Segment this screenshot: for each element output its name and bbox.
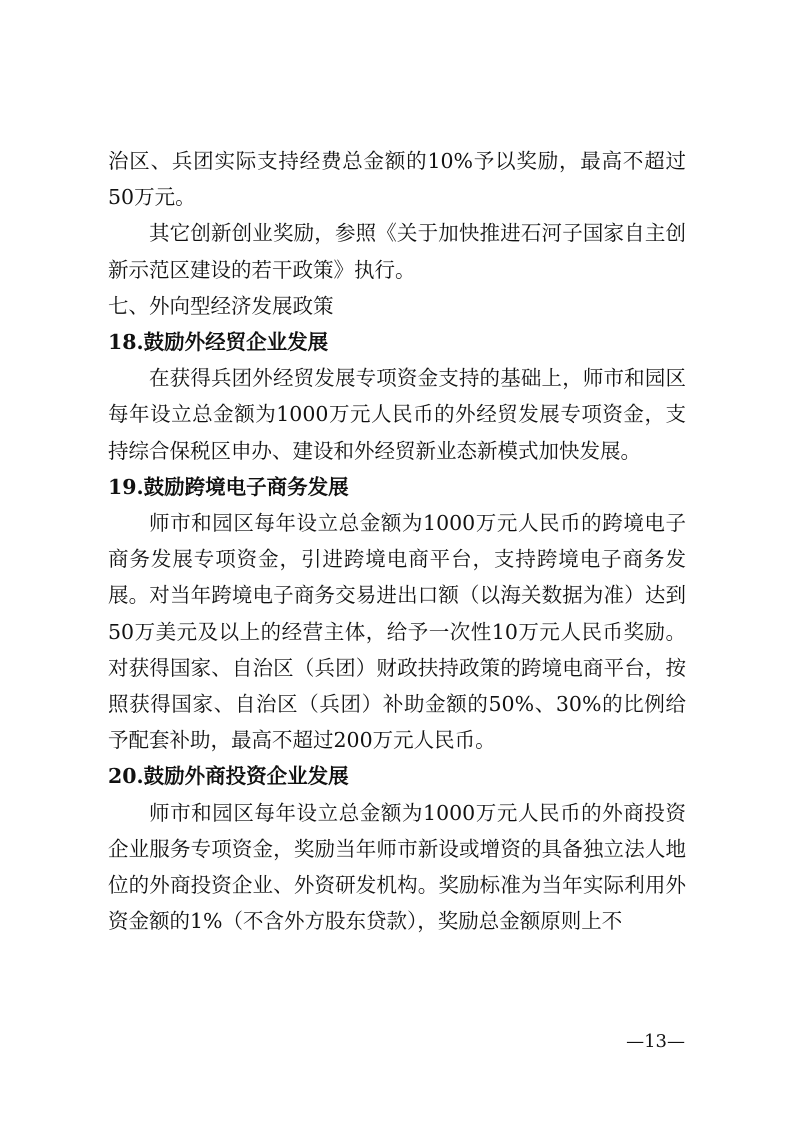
paragraph-continuation: 治区、兵团实际支持经费总金额的10%予以奖励，最高不超过50万元。 (108, 149, 686, 210)
paragraph-20: 师市和园区每年设立总金额为1000万元人民币的外商投资企业服务专项资金，奖励当年师市新设或增资的具备独立法人地位的外商投资企业、外资研发机构。奖励标准为当年实际利用外资金额的1%（不含外方股东贷款），奖励总金额原则上不 (108, 800, 686, 934)
document-body (108, 143, 686, 939)
subheading-20: 20.鼓励外商投资企业发展 (108, 764, 349, 789)
subheading-19: 19.鼓励跨境电子商务发展 (108, 474, 349, 499)
paragraph-other-innovation-awards: 其它创新创业奖励，参照《关于加快推进石河子国家自主创新示范区建设的若干政策》执行。 (108, 221, 686, 282)
page-number: —13— (626, 1031, 685, 1052)
section-heading-outward-economy: 七、外向型经济发展政策 (108, 293, 334, 318)
paragraph-19: 师市和园区每年设立总金额为1000万元人民币的跨境电子商务发展专项资金，引进跨境电商平台，支持跨境电子商务发展。对当年跨境电子商务交易进出口额（以海关数据为准）达到50万美元及以上的经营主体，给予一次性10万元人民币奖励。对获得国家、自治区（兵团）财政扶持政策的跨境电商平台，按照获得国家、自治区（兵团）补助金额的50%、30%的比例给予配套补助，最高不超过200万元人民币。 (108, 511, 686, 753)
paragraph-18: 在获得兵团外经贸发展专项资金支持的基础上，师市和园区每年设立总金额为1000万元人民币的外经贸发展专项资金，支持综合保税区申办、建设和外经贸新业态新模式加快发展。 (108, 366, 686, 463)
subheading-18: 18.鼓励外经贸企业发展 (108, 330, 329, 355)
